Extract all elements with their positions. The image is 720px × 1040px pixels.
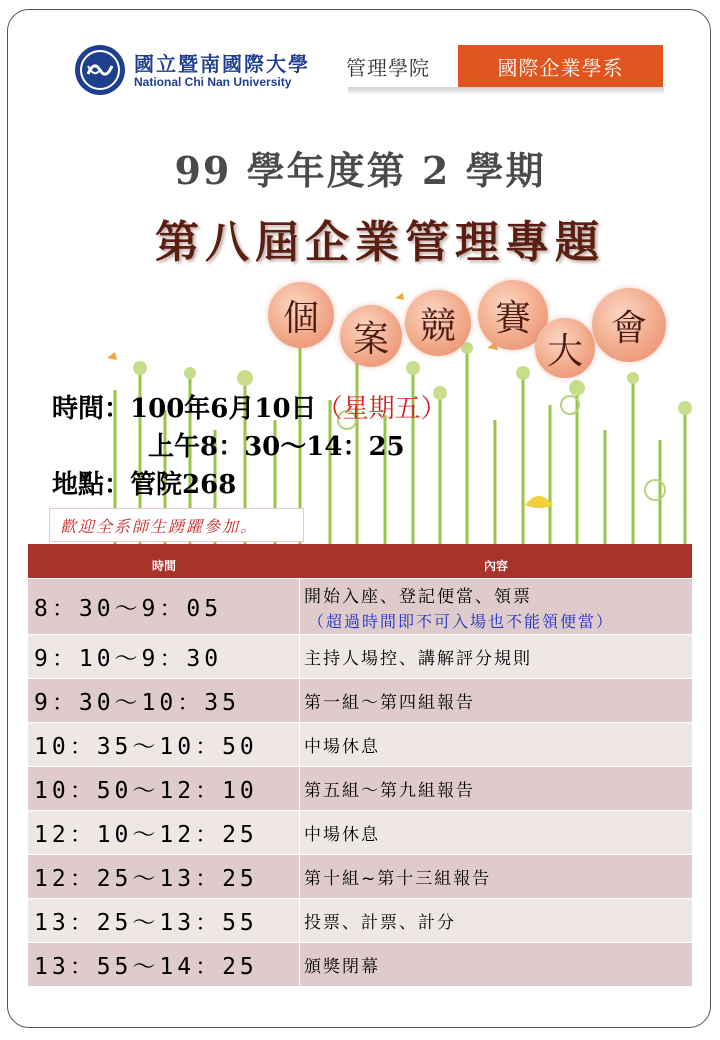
event-time-range: 上午8：30～14：25 [148, 432, 405, 462]
bubble-char-5: 大 [535, 318, 595, 378]
department-badge: 國際企業學系 [458, 45, 663, 88]
event-weekday: （星期五） [316, 394, 447, 424]
table-row [28, 766, 692, 810]
row-content-text: 開始入座、登記便當、領票 [304, 586, 532, 607]
bubble-char-4: 賽 [478, 280, 548, 350]
row-content: 頒獎閉幕 [304, 957, 380, 977]
schedule-table [28, 544, 692, 986]
row-content: 第一組～第四組報告 [304, 693, 475, 713]
semester-heading: 99 學年度第 2 學期 [174, 148, 546, 193]
bubble-char-2: 案 [340, 305, 402, 367]
event-date-line [52, 388, 447, 425]
row-time: 9：30～10：35 [28, 679, 300, 722]
row-content: 投票、計票、計分 [304, 913, 456, 933]
row-time: 13：55～14：25 [28, 943, 300, 986]
row-time: 8：30～9：05 [28, 579, 300, 634]
table-row [28, 898, 692, 942]
row-content: 主持人場控、講解評分規則 [304, 649, 532, 669]
row-content: 中場休息 [304, 737, 380, 757]
table-row [28, 810, 692, 854]
university-name-en: National Chi Nan University [134, 75, 292, 89]
header-time: 時間 [151, 559, 176, 573]
row-content: 中場休息 [304, 825, 380, 845]
table-row [28, 722, 692, 766]
row-content: 第五組～第九組報告 [304, 781, 475, 801]
row-time: 13：25～13：55 [28, 899, 300, 942]
time-label: 時間： [52, 394, 131, 424]
university-name-cn: 國立暨南國際大學 [134, 52, 310, 76]
row-time: 10：50～12：10 [28, 767, 300, 810]
table-row [28, 678, 692, 722]
row-time: 12：10～12：25 [28, 811, 300, 854]
event-date: 100年6月10日 [130, 394, 317, 424]
bubble-char-1: 個 [268, 282, 334, 348]
row-content [300, 579, 692, 634]
table-row [28, 854, 692, 898]
college-name: 管理學院 [346, 56, 430, 80]
table-row [28, 578, 692, 634]
place-label: 地點： [52, 470, 131, 500]
row-time: 12：25～13：25 [28, 855, 300, 898]
event-place-line [52, 464, 236, 501]
event-place: 管院268 [130, 470, 237, 500]
header-content: 內容 [483, 559, 508, 573]
row-note: （超過時間即不可入場也不能領便當） [308, 611, 615, 631]
event-title: 第八屆企業管理專題 [155, 217, 605, 268]
bubble-char-3: 競 [405, 290, 471, 356]
row-time: 9：10～9：30 [28, 635, 300, 678]
header-divider [348, 87, 664, 94]
table-header [28, 544, 692, 578]
bubble-char-6: 會 [592, 288, 666, 362]
welcome-message: 歡迎全系師生踴躍參加。 [49, 508, 304, 542]
table-row [28, 634, 692, 678]
row-time: 10：35～10：50 [28, 723, 300, 766]
university-logo-icon [74, 44, 126, 96]
row-content: 第十組~第十三組報告 [304, 869, 492, 889]
table-row [28, 942, 692, 986]
